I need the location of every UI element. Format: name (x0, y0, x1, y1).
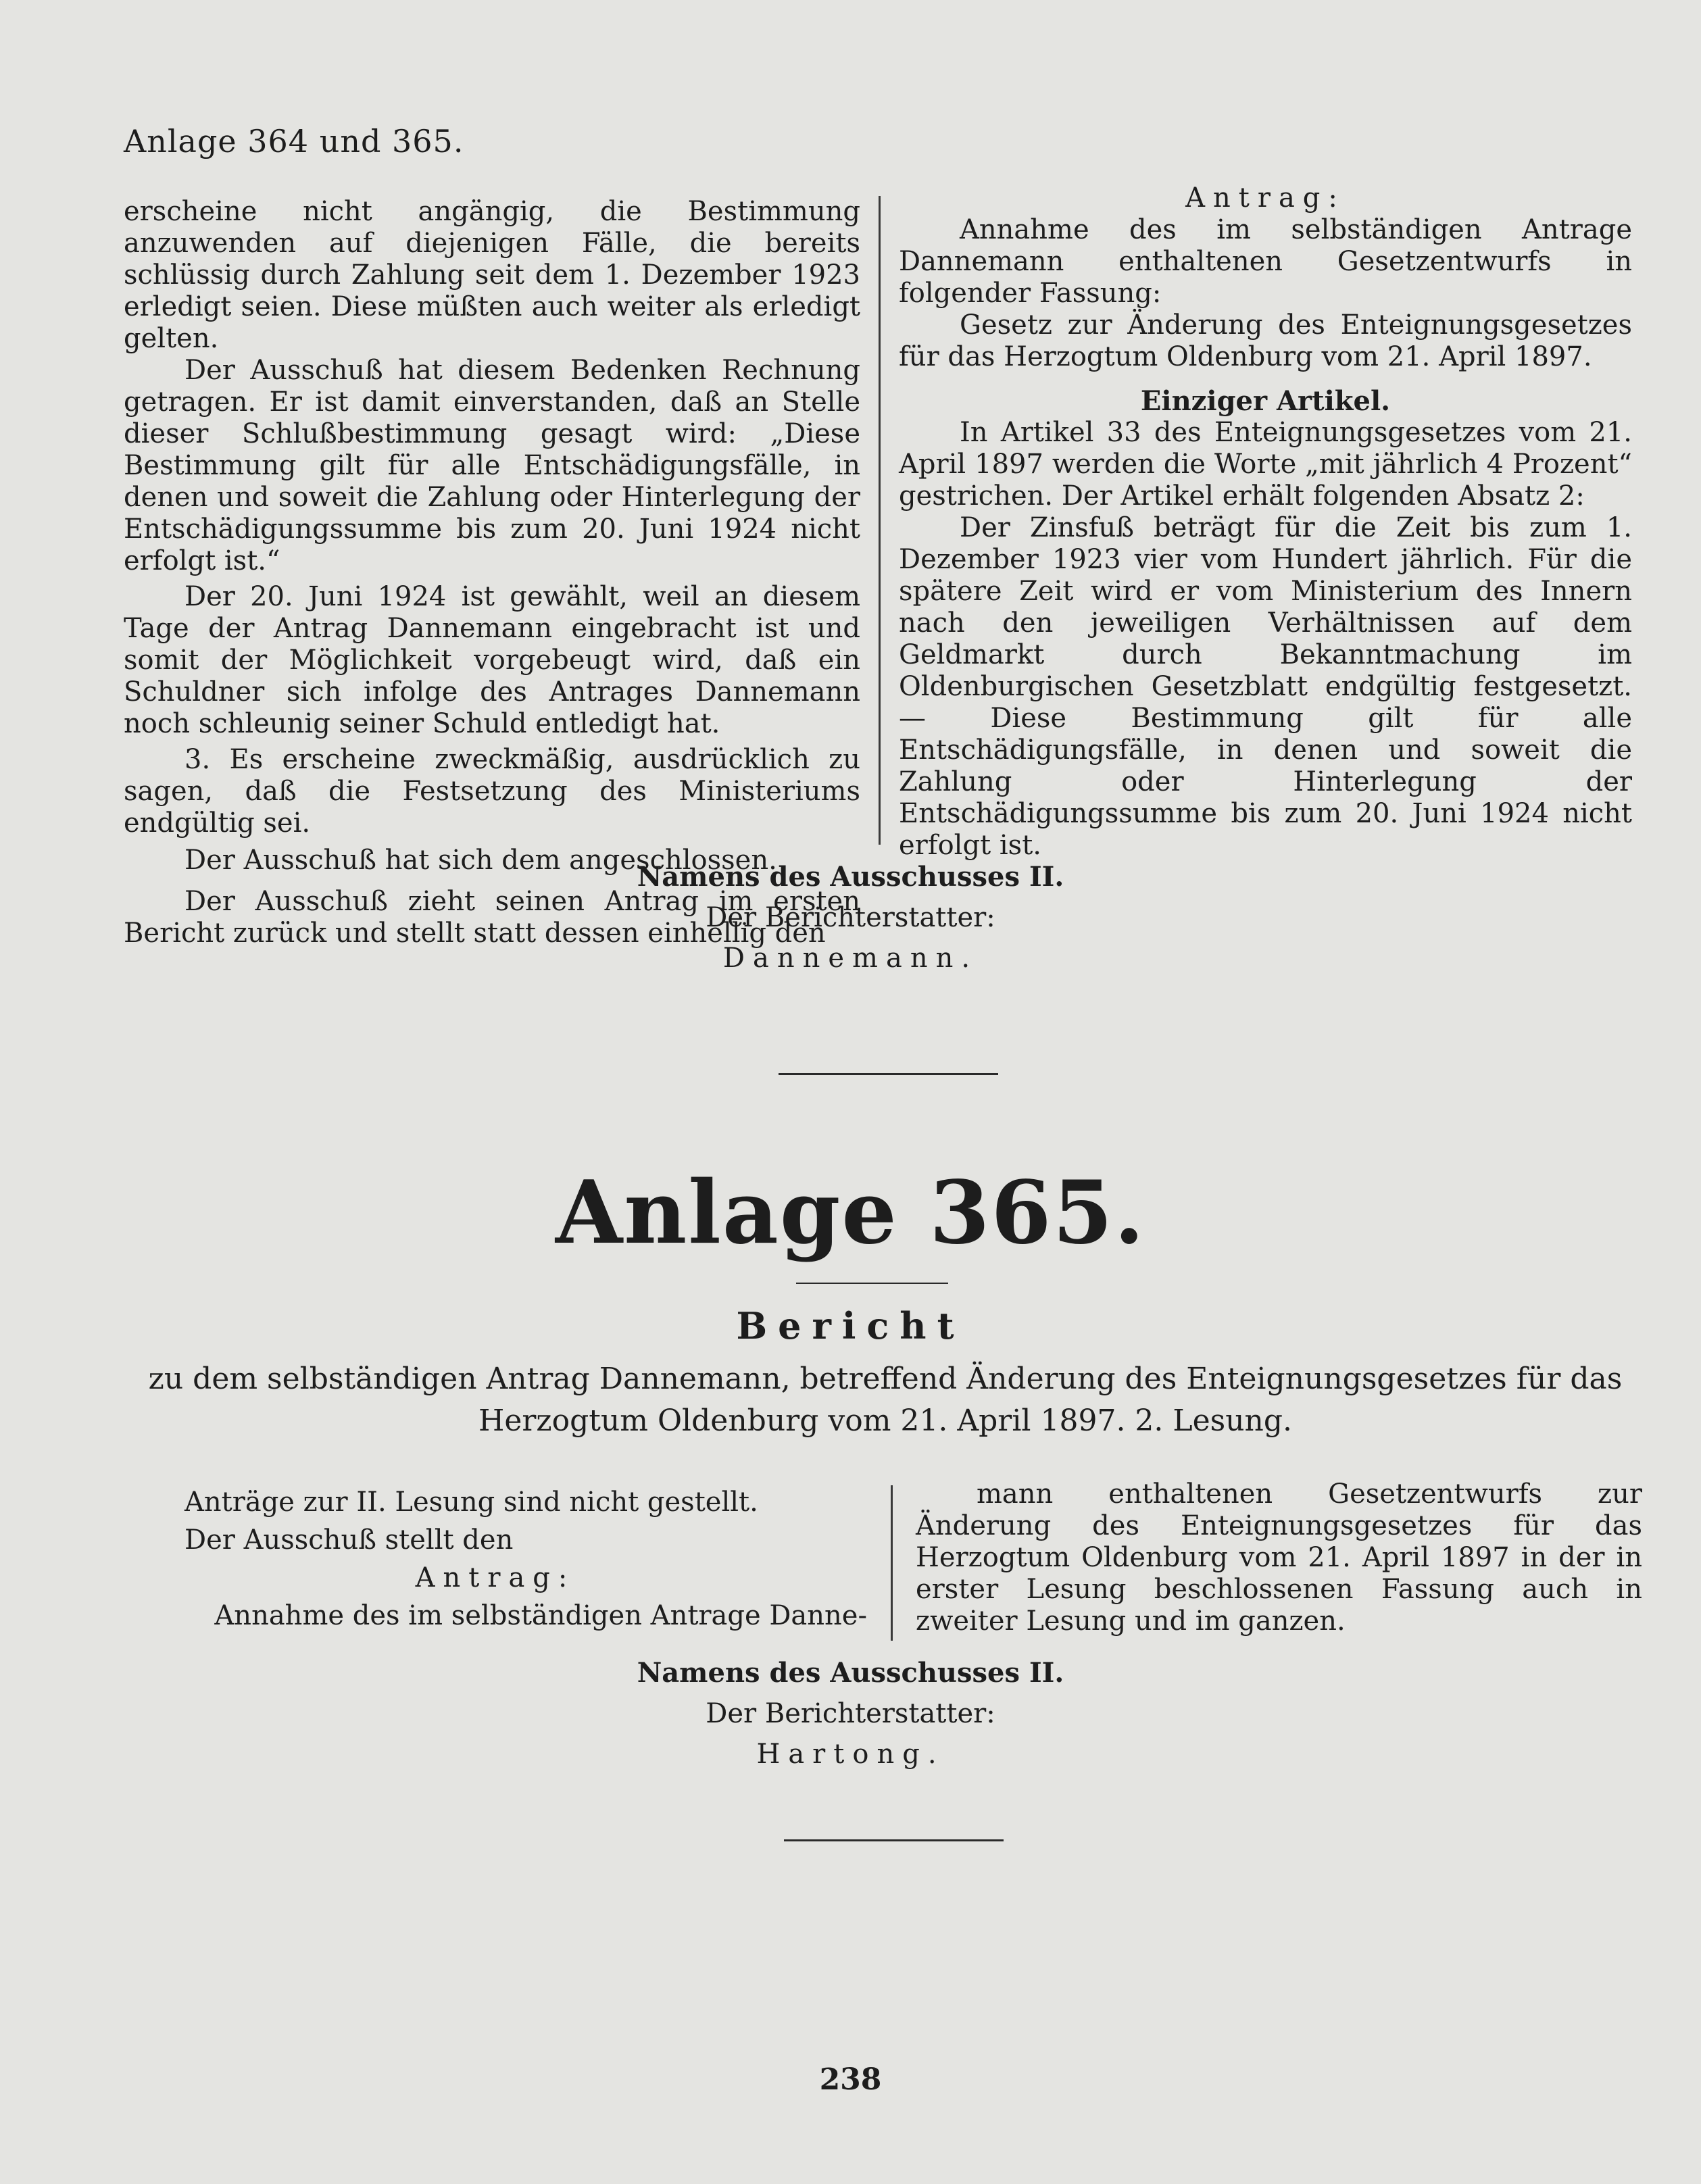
committee-name: Namens des Ausschusses II. (637, 1657, 1064, 1689)
column-divider (891, 1485, 893, 1641)
antrag-label: Antrag: (415, 1562, 576, 1593)
upper-right-column (899, 182, 1632, 862)
committee-name: Namens des Ausschusses II. (637, 861, 1064, 893)
law-title: Gesetz zur Änderung des Enteignungsgesetzes für das Herzogtum Oldenburg vom 21. April 1897. (899, 309, 1632, 372)
paragraph: Der Ausschuß stellt den (184, 1524, 514, 1556)
paragraph: Annahme des im selbständigen Antrage Danne- (214, 1600, 867, 1631)
reporter-role: Der Berichterstatter: (706, 1698, 995, 1729)
paragraph: Annahme des im selbständigen Antrage Dannemann enthaltenen Gesetzentwurfs in folgender Fassung: (899, 214, 1632, 309)
column-divider (879, 196, 881, 845)
paragraph: Der Zinsfuß beträgt für die Zeit bis zum 1. Dezember 1923 vier vom Hundert jährlich. Für die spätere Zeit wird er vom Ministerium des Innern nach den jeweiligen Verhältnissen auf dem Geldmarkt durch Bekanntmachung im Oldenburgischen Gesetzblatt endgültig festgesetzt. — Diese Bestimmung gilt für alle Entschädigungsfälle, in denen und soweit die Zahlung oder Hinterlegung der Entschädigungssumme bis zum 20. Juni 1924 nicht erfolgt ist. (899, 512, 1632, 861)
paragraph: Der 20. Juni 1924 ist gewählt, weil an diesem Tage der Antrag Dannemann eingebracht ist und somit der Möglichkeit vorgebeugt wird, daß ein Schuldner sich infolge des Antrages Dannemann noch schleunig seiner Schuld entledigt hat. (124, 581, 860, 739)
paragraph: In Artikel 33 des Enteignungsgesetzes vom 21. April 1897 werden die Worte „mit jährlich 4 Prozent“ gestrichen. Der Artikel erhält folgenden Absatz 2: (899, 417, 1632, 512)
paragraph: Der Ausschuß hat sich dem angeschlossen. (184, 845, 777, 876)
lower-right-column (916, 1479, 1642, 1637)
section-divider (779, 1073, 998, 1075)
paragraph: mann enthaltenen Gesetzentwurfs zur Änderung des Enteignungsgesetzes für das Herzogtum Oldenburg vom 21. April 1897 in der in erster Lesung beschlossenen Fassung auch in zweiter Lesung und im ganzen. (916, 1479, 1642, 1637)
lower-left-column (124, 1483, 867, 1635)
paragraph: Der Ausschuß hat diesem Bedenken Rechnung getragen. Er ist damit einverstanden, daß an Stelle dieser Schlußbestimmung gesagt wird: „Diese Bestimmung gilt für alle Entschädigungsfälle, in denen und soweit die Zahlung oder Hinterlegung der Entschädigungssumme bis zum 20. Juni 1924 nicht erfolgt ist.“ (124, 355, 860, 576)
paragraph: Der Ausschuß zieht seinen Antrag im ersten Bericht zurück und stellt statt dessen einhellig den (124, 886, 860, 949)
section-divider (784, 1839, 1004, 1841)
paragraph: erscheine nicht angängig, die Bestimmung anzuwenden auf diejenigen Fälle, die bereits schlüssig durch Zahlung seit dem 1. Dezember 1923 erledigt seien. Diese müßten auch weiter als erledigt gelten. (124, 196, 860, 354)
upper-left-column (124, 196, 860, 949)
paragraph: 3. Es erscheine zweckmäßig, ausdrücklich zu sagen, daß die Festsetzung des Ministeriums endgültig sei. (124, 744, 860, 839)
antrag-label: Antrag: (1185, 182, 1346, 214)
report-subtitle: zu dem selbständigen Antrag Dannemann, betreffend Änderung des Enteignungsgesetzes für das Herzogtum Oldenburg vom 21. April 1897. 2. Lesung. (148, 1362, 1623, 1438)
section-heading: Anlage 365. (555, 1162, 1146, 1264)
reporter-name: Hartong. (756, 1739, 945, 1770)
report-title: Bericht (736, 1304, 965, 1347)
reporter-role: Der Berichterstatter: (706, 902, 995, 933)
signature-block (0, 857, 1701, 978)
article-heading: Einziger Artikel. (1140, 385, 1391, 417)
page-number: 238 (819, 2062, 882, 2097)
signature-block (0, 1653, 1701, 1775)
paragraph: Anträge zur II. Lesung sind nicht gestellt. (184, 1487, 758, 1518)
heading-divider (796, 1283, 948, 1284)
reporter-name: Dannemann. (722, 943, 979, 974)
running-head: Anlage 364 und 365. (124, 123, 464, 159)
